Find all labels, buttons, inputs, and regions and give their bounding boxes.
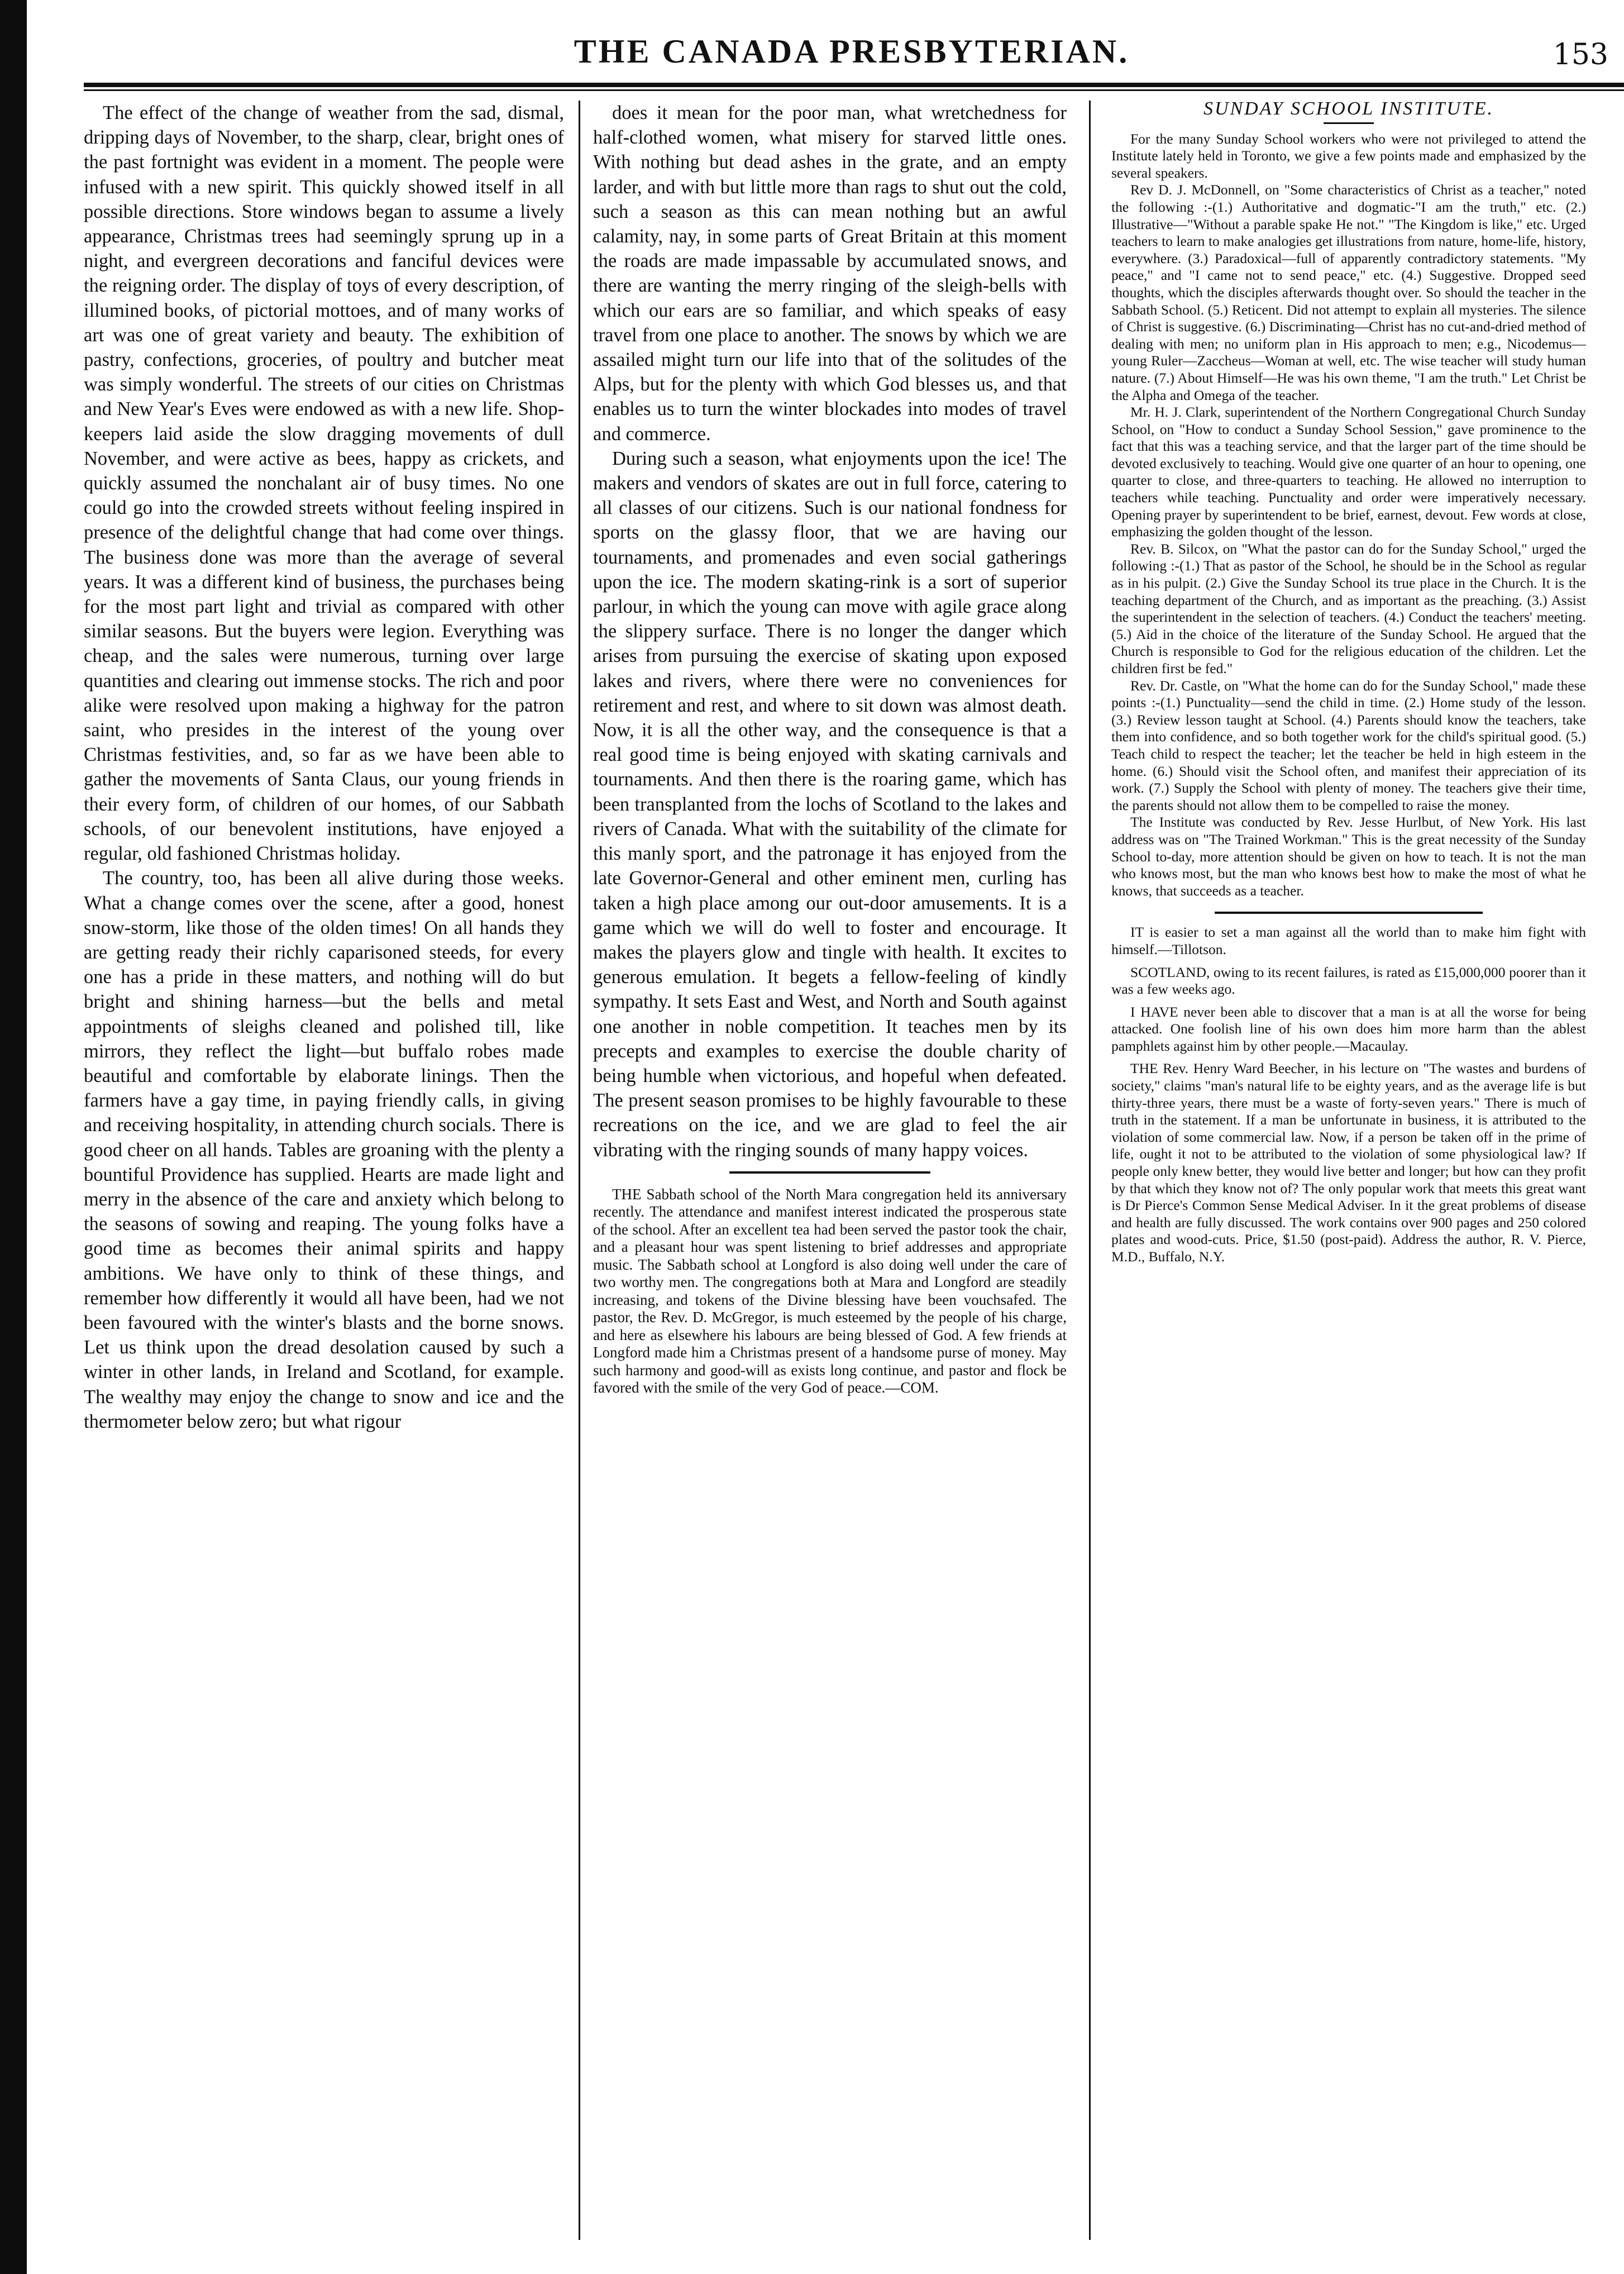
column-2 — [593, 101, 1067, 1397]
notes-block — [1111, 924, 1586, 1265]
column-1 — [84, 101, 564, 1434]
masthead — [84, 32, 1620, 77]
note-item: IT is easier to set a man against all the world than to make him fight with himself.—Tillotson. — [1111, 924, 1586, 957]
header-rule-thin — [84, 89, 1624, 91]
section-divider — [729, 1171, 930, 1174]
note-item: I HAVE never been able to discover that a man is at all the worse for being attacked. One foolish line of his own does him more harm than the ablest pamphlets against him by other people.—Macaulay. — [1111, 1003, 1586, 1054]
article-paragraph: The country, too, has been all alive during those weeks. What a change comes over the scene, after a good, honest snow-storm, like those of the olden times! On all hands they are getting ready their richly caparisoned steeds, for every one has a pride in these matters, and nothing will do but bright and shining harness—but the bells and metal appointments of sleighs cleaned and polished till, like mirrors, they reflect the light—but buffalo robes made beautiful and comfortable by elaborate linings. Then the farmers have a gay time, in paying friendly calls, in giving and receiving hospitality, in attending church socials. There is good cheer on all hands. Tables are groaning with the plenty a bountiful Providence has supplied. Hearts are made light and merry in the absence of the care and anxiety which belong to the seasons of sowing and reaping. The young folks have a good time as becomes their animal spirits and happy ambitions. We have only to think of these things, and remember how differently it would all have been, had we not been favoured with the winter's blasts and the borne snows. Let us think upon the dread desolation caused by such a winter in other lands, in Ireland and Scotland, for example. The wealthy may enjoy the change to snow and ice and the thermometer below zero; but what rigour — [84, 867, 564, 1432]
article-paragraph: The Institute was conducted by Rev. Jesse Hurlbut, of New York. His last address was on "The Trained Workman." This is the great necessity of the Sunday School to-day, more attention should be given on how to teach. It is not the man who knows most, but the man who knows best how to make the most of what he knows, that succeeds as a teacher. — [1111, 814, 1586, 899]
article-paragraph: The effect of the change of weather from the sad, dismal, dripping days of November, to the sharp, clear, bright ones of the past fortnight was evident in a moment. The people were infused with a new spirit. This quickly showed itself in all possible directions. Store windows began to assume a lively appearance, Christmas trees had seemingly sprung up in a night, and evergreen decorations and fanciful devices were the reigning order. The display of toys of every description, of illumined books, of pictorial mottoes, and of many works of art was one of great variety and beauty. The exhibition of pastry, confections, groceries, of poultry and butcher meat was simply wonderful. The streets of our cities on Christmas and New Year's Eves were endowed as with a new life. Shop-keepers laid aside the slow dragging movements of dull November, and were active as bees, happy as crickets, and quickly assumed the nonchalant air of busy times. No one could go into the crowded streets without feeling inspired in presence of the delightful change that had come over things. The business done was more than the average of several years. It was a different kind of business, the purchases being for the most part light and trivial as compared with other similar seasons. But the buyers were legion. Everything was cheap, and the sales were numerous, turning over large quantities and clearing out immense stocks. The rich and poor alike were resolved upon making a highway for the patron saint, who presides in the interest of the young over Christmas festivities, and, so far as we have been able to gather the movements of Santa Claus, our young friends in their every form, of children of our homes, of our Sabbath schools, of our benevolent institutions, have enjoyed a regular, old fashioned Christmas holiday. — [84, 102, 564, 865]
article-paragraph: Mr. H. J. Clark, superintendent of the Northern Congregational Church Sunday School, on "How to conduct a Sunday School Session," gave prominence to the fact that this was a teaching service, and that the larger part of the time should be devoted exclusively to teaching. Would give one quarter of an hour to opening, one quarter to close, and three-quarters to teaching. He allowed no interruption to teachers while teaching. Punctuality and order were imperatively necessary. Opening prayer by superintendent to be brief, earnest, devout. Few words at close, emphasizing the golden thought of the lesson. — [1111, 404, 1586, 540]
article-paragraph: does it mean for the poor man, what wretchedness for half-clothed women, what misery for starved little ones. With nothing but dead ashes in the grate, and an empty larder, and with but little more than rags to shut out the cold, such a season as this can mean nothing but an awful calamity, nay, in some parts of Great Britain at this moment the roads are made impassable by accumulated snows, and there are wanting the merry ringing of the sleigh-bells with which our ears are so familiar, and which speaks of easy travel from one place to another. The snows by which we are assailed might turn our life into that of the solitudes of the Alps, but for the plenty with which God blesses us, and that enables us to turn the winter blockades into modes of travel and commerce. — [593, 102, 1067, 445]
column-divider — [1089, 101, 1091, 2240]
column-divider — [579, 101, 580, 2240]
article-paragraph: Rev. Dr. Castle, on "What the home can do for the Sunday School," made these points :-(1.) Punctuality—send the child in time. (2.) Home study of the lesson. (3.) Review lesson taught at School. (4.) Parents should know the teachers, take them into confidence, and so both together work for the child's spiritual good. (5.) Teach child to respect the teacher; let the teacher be held in high esteem in the home. (6.) Should visit the School often, and manifest their appreciation of its work. (7.) Supply the School with plenty of money. The teachers give their time, the parents should not allow them to be compelled to raise the money. — [1111, 677, 1586, 813]
note-item: SCOTLAND, owing to its recent failures, is rated as £15,000,000 poorer than it was a few weeks ago. — [1111, 964, 1586, 998]
article-paragraph: During such a season, what enjoyments upon the ice! The makers and vendors of skates are out in full force, catering to all classes of our citizens. Such is our national fondness for sports on the glassy floor, that we are having our tournaments, and promenades and even social gatherings upon the ice. The modern skating-rink is a sort of superior parlour, in which the young can move with agile grace along the slippery surface. There is no longer the danger which arises from pursuing the exercise of skating upon exposed lakes and rivers, where there were no conveniences for retirement and rest, and where to sit down was almost death. Now, it is all the other way, and the consequence is that a real good time is being enjoyed with skating carnivals and tournaments. And then there is the roaring game, which has been transplanted from the lochs of Scotland to the lakes and rivers of Canada. What with the suitability of the climate for this manly sport, and the patronage it has enjoyed from the late Governor-General and other eminent men, curling has taken a high place among our out-door amusements. It is a game which we will do well to foster and encourage. It makes the players glow and tingle with health. It excites to generous emulation. It begets a fellow-feeling of kindly sympathy. It sets East and West, and North and South against one another in noble competition. It teaches men by its precepts and examples to exercise the double charity of being humble when victorious, and hopeful when defeated. The present season promises to be highly favourable to these recreations on the ice, and we are glad to feel the air vibrating with the ringing sounds of many happy voices. — [593, 447, 1067, 1161]
article-paragraph: Rev. B. Silcox, on "What the pastor can do for the Sunday School," urged the following :-(1.) That as pastor of the School, he should be in the School as regular as in his pulpit. (2.) Give the Sunday School its true place in the Church. It is the teaching department of the Church, and as important as the preaching. (3.) Assist the superintendent in the selection of teachers. (4.) Conduct the teachers' meeting. (5.) Aid in the choice of the literature of the Sunday School. He argued that the Church is responsible to God for the religious education of the children. Let the children first be fed." — [1111, 540, 1586, 676]
section-title: SUNDAY SCHOOL INSTITUTE. — [1203, 98, 1494, 119]
news-note: THE Sabbath school of the North Mara congregation held its anniversary recently. The attendance and manifest interest indicated the prosperous state of the school. After an excellent tea had been served the pastor took the chair, and a pleasant hour was spent listening to brief addresses and appropriate music. The Sabbath school at Longford is also doing well under the care of two worthy men. The congregations both at Mara and Longford are steadily increasing, and tokens of the Divine blessing have been vouchsafed. The pastor, the Rev. D. McGregor, is much esteemed by the people of his charge, and here as elsewhere his labours are being blessed of God. A few friends at Longford made him a Christmas present of a handsome purse of money. May such harmony and good-will as exists long continue, and pastor and flock be favored with the smile of the very God of peace.—COM. — [593, 1185, 1067, 1396]
page-binding-edge — [0, 0, 27, 2274]
column-3 — [1111, 98, 1586, 1271]
section-divider — [1215, 912, 1483, 914]
note-item: THE Rev. Henry Ward Beecher, in his lecture on "The wastes and burdens of society," claims "man's natural life to be eighty years, and as the average life is but thirty-three years, there must be a waste of forty-seven years." There is much of truth in the statement. If a man be unfortunate in business, it is attributed to the violation of some commercial law. Now, if a person be taken off in the prime of life, ought it not to be attributed to the violation of some physiological law? If people only knew better, they would live better and longer; but how can they profit by that which they know not of? The only popular work that meets this great want is Dr Pierce's Common Sense Medical Adviser. In it the great problems of disease and health are fully discussed. The work contains over 900 pages and 250 colored plates and wood-cuts. Price, $1.50 (post-paid). Address the author, R. V. Pierce, M.D., Buffalo, N.Y. — [1111, 1060, 1586, 1265]
header-rule — [84, 83, 1624, 87]
article-paragraph: For the many Sunday School workers who were not privileged to attend the Institute lately held in Toronto, we give a few points made and emphasized by the several speakers. — [1111, 130, 1586, 181]
publication-title: THE CANADA PRESBYTERIAN. — [574, 33, 1130, 70]
title-rule — [1324, 122, 1374, 124]
page-number: 153 — [1553, 38, 1608, 71]
article-paragraph: Rev D. J. McDonnell, on "Some characteristics of Christ as a teacher," noted the following :-(1.) Authoritative and dogmatic-"I am the truth," etc. (2.) Illustrative—"Without a parable spake He not." "The Kingdom is like," etc. Urged teachers to learn to make analogies get illustrations from nature, home-life, history, everywhere. (3.) Paradoxical—full of apparently contradictory statements. "My peace," and "I came not to send peace," etc. (4.) Suggestive. Dropped seed thoughts, which the disciples afterwards thought over. So should the teacher in the Sabbath School. (5.) Reticent. Did not attempt to explain all mysteries. The silence of Christ is suggestive. (6.) Discriminating—Christ has no cut-and-dried method of dealing with men; no uniform plan in His approach to men; e.g., Nicodemus—young Ruler—Zaccheus—Woman at well, etc. The wise teacher will study human nature. (7.) About Himself—He was his own theme, "I am the truth." Let Christ be the Alpha and Omega of the teacher. — [1111, 182, 1586, 403]
